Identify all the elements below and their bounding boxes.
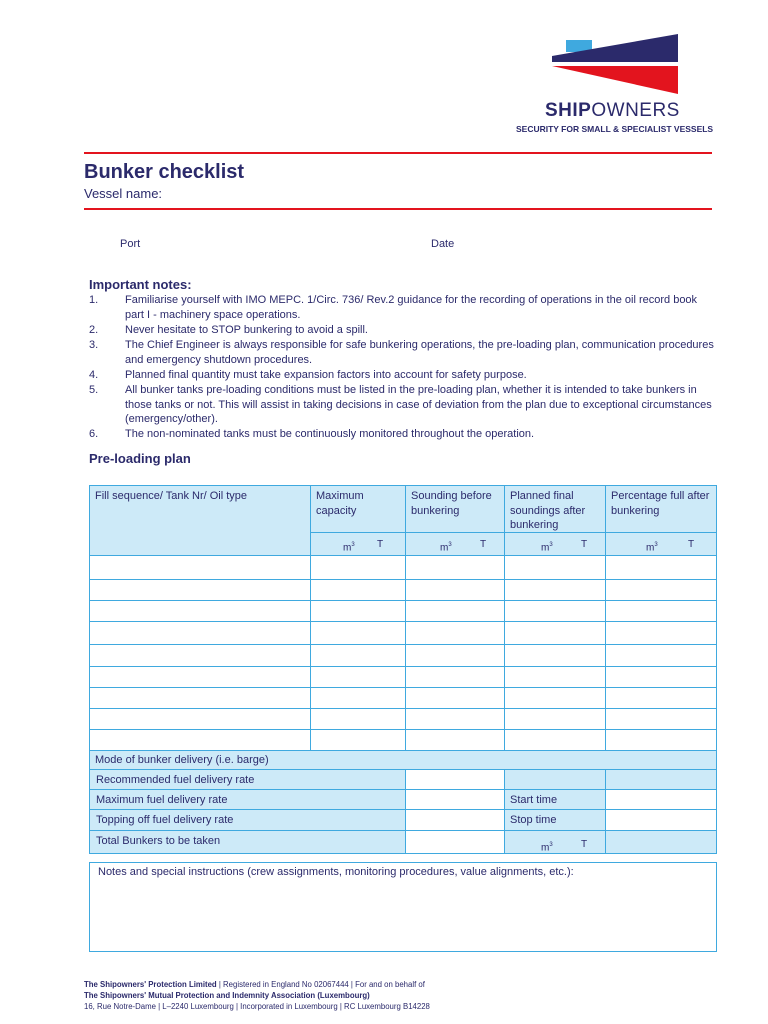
tank-row-cell[interactable] [89, 621, 311, 645]
tank-row-cell[interactable] [310, 579, 406, 601]
total-bunkers-unit: $m^3$ T [504, 830, 606, 854]
important-notes-list [89, 293, 714, 443]
pre-loading-plan-table [89, 485, 716, 854]
tank-row-cell[interactable] [504, 600, 606, 622]
tank-row-cell[interactable] [405, 621, 505, 645]
note-item: 2. Never hesitate to STOP bunkering to avoid a spill. [89, 323, 368, 336]
port-label: Port [120, 238, 141, 250]
pre-loading-plan-heading: Pre-loading plan [89, 451, 191, 466]
tank-row-cell[interactable] [504, 555, 606, 580]
tank-row-cell[interactable] [605, 579, 717, 601]
tank-row-cell[interactable] [504, 708, 606, 730]
tank-row-cell[interactable] [405, 687, 505, 709]
total-bunkers-label: Total Bunkers to be taken [89, 830, 406, 854]
footer [84, 979, 430, 1012]
important-notes-heading: Important notes: [89, 277, 192, 292]
total-bunkers-field[interactable] [405, 830, 505, 854]
tank-row-cell[interactable] [310, 666, 406, 688]
tank-row-cell[interactable] [605, 621, 717, 645]
col-header-fill-sequence: Fill sequence/ Tank Nr/ Oil type [89, 485, 311, 556]
tank-row-cell[interactable] [605, 600, 717, 622]
start-time-label: Start time [504, 789, 606, 810]
tank-row-cell[interactable] [89, 729, 311, 752]
tank-row-cell[interactable] [89, 555, 311, 580]
tank-row-cell[interactable] [405, 579, 505, 601]
tank-row-cell[interactable] [310, 708, 406, 730]
tank-row-cell[interactable] [504, 666, 606, 688]
unit-cell: $m^3$ T [310, 532, 406, 556]
tank-row-cell[interactable] [605, 555, 717, 580]
shipowners-logo-icon [548, 32, 680, 96]
col-header-sounding-before: Sounding before bunkering [405, 485, 505, 533]
col-header-percentage-full: Percentage full after bunkering [605, 485, 717, 533]
tank-row-cell[interactable] [310, 644, 406, 667]
header-rule-top [84, 152, 712, 154]
tank-row-cell[interactable] [605, 644, 717, 667]
tank-row-cell[interactable] [504, 644, 606, 667]
note-item: 6. The non-nominated tanks must be continuously monitored throughout the operation. [89, 428, 535, 441]
vessel-name-label: Vessel name: [84, 186, 163, 201]
note-item: 3. The Chief Engineer is always responsible for safe bunkering operations, the pre-loading plan, communication procedures and emergency shutdown procedures. [89, 338, 714, 366]
col-header-max-capacity: Maximum capacity [310, 485, 406, 533]
tank-row-cell[interactable] [89, 644, 311, 667]
footer-line-3: 16, Rue Notre-Dame | L–2240 Luxembourg | Incorporated in Luxembourg | RC Luxembourg B14228 [84, 1002, 430, 1011]
special-instructions-box[interactable] [89, 862, 717, 952]
tank-row-cell[interactable] [89, 666, 311, 688]
tank-row-cell[interactable] [310, 687, 406, 709]
tank-row-cell[interactable] [605, 708, 717, 730]
tank-row-cell[interactable] [504, 621, 606, 645]
unit-cell: $m^3$ T [504, 532, 606, 556]
page-title: Bunker checklist [84, 161, 245, 183]
maximum-rate-label: Maximum fuel delivery rate [89, 789, 406, 810]
maximum-rate-field[interactable] [405, 789, 505, 810]
topping-off-rate-label: Topping off fuel delivery rate [89, 809, 406, 831]
tank-row-cell[interactable] [504, 687, 606, 709]
start-time-field[interactable] [605, 789, 717, 810]
blank-cell [605, 769, 717, 790]
tank-row-cell[interactable] [405, 666, 505, 688]
mode-of-delivery-row: Mode of bunker delivery (i.e. barge) [89, 750, 717, 770]
blank-cell [504, 769, 606, 790]
note-item: 5. All bunker tanks pre-loading conditions must be listed in the pre-loading plan, whether it is intended to take bunkers in those tanks or not. This will assist in taking decisions in case of deviation from the plan due to exceptional circumstances (emergency/other). [89, 383, 712, 426]
col-header-planned-final: Planned final soundings after bunkering [504, 485, 606, 533]
tank-row-cell[interactable] [605, 729, 717, 752]
topping-off-rate-field[interactable] [405, 809, 505, 831]
tank-row-cell[interactable] [605, 687, 717, 709]
tank-row-cell[interactable] [405, 708, 505, 730]
tank-row-cell[interactable] [89, 579, 311, 601]
unit-cell: $m^3$ T [605, 532, 717, 556]
tank-row-cell[interactable] [405, 644, 505, 667]
stop-time-field[interactable] [605, 809, 717, 831]
note-item: 1. Familiarise yourself with IMO MEPC. 1/Circ. 736/ Rev.2 guidance for the recording of operations in the oil record book part I - machinery space operations. [89, 294, 698, 321]
tank-row-cell[interactable] [310, 600, 406, 622]
tank-row-cell[interactable] [310, 729, 406, 752]
footer-line-2: The Shipowners' Mutual Protection and Indemnity Association (Luxembourg) [84, 991, 370, 1000]
tank-row-cell[interactable] [605, 666, 717, 688]
unit-cell: $m^3$ T [405, 532, 505, 556]
date-label: Date [431, 238, 455, 250]
tank-row-cell[interactable] [405, 555, 505, 580]
recommended-rate-field[interactable] [405, 769, 505, 790]
tank-row-cell[interactable] [89, 708, 311, 730]
brand-name: SHIPOWNERS [545, 100, 680, 121]
tank-row-cell[interactable] [89, 600, 311, 622]
tank-row-cell[interactable] [405, 729, 505, 752]
special-instructions-label: Notes and special instructions (crew assignments, monitoring procedures, value alignments, etc.): [98, 866, 574, 878]
brand-tagline: SECURITY FOR SMALL & SPECIALIST VESSELS [516, 124, 714, 134]
tank-row-cell[interactable] [310, 621, 406, 645]
tank-row-cell[interactable] [504, 729, 606, 752]
blank-cell [605, 830, 717, 854]
tank-row-cell[interactable] [89, 687, 311, 709]
header-rule-bottom [84, 208, 712, 210]
recommended-rate-label: Recommended fuel delivery rate [89, 769, 406, 790]
stop-time-label: Stop time [504, 809, 606, 831]
tank-row-cell[interactable] [504, 579, 606, 601]
footer-line-1: The Shipowners' Protection Limited | Registered in England No 02067444 | For and on behalf of [84, 980, 425, 989]
note-item: 4. Planned final quantity must take expansion factors into account for safety purpose. [89, 368, 527, 381]
tank-row-cell[interactable] [310, 555, 406, 580]
tank-row-cell[interactable] [405, 600, 505, 622]
